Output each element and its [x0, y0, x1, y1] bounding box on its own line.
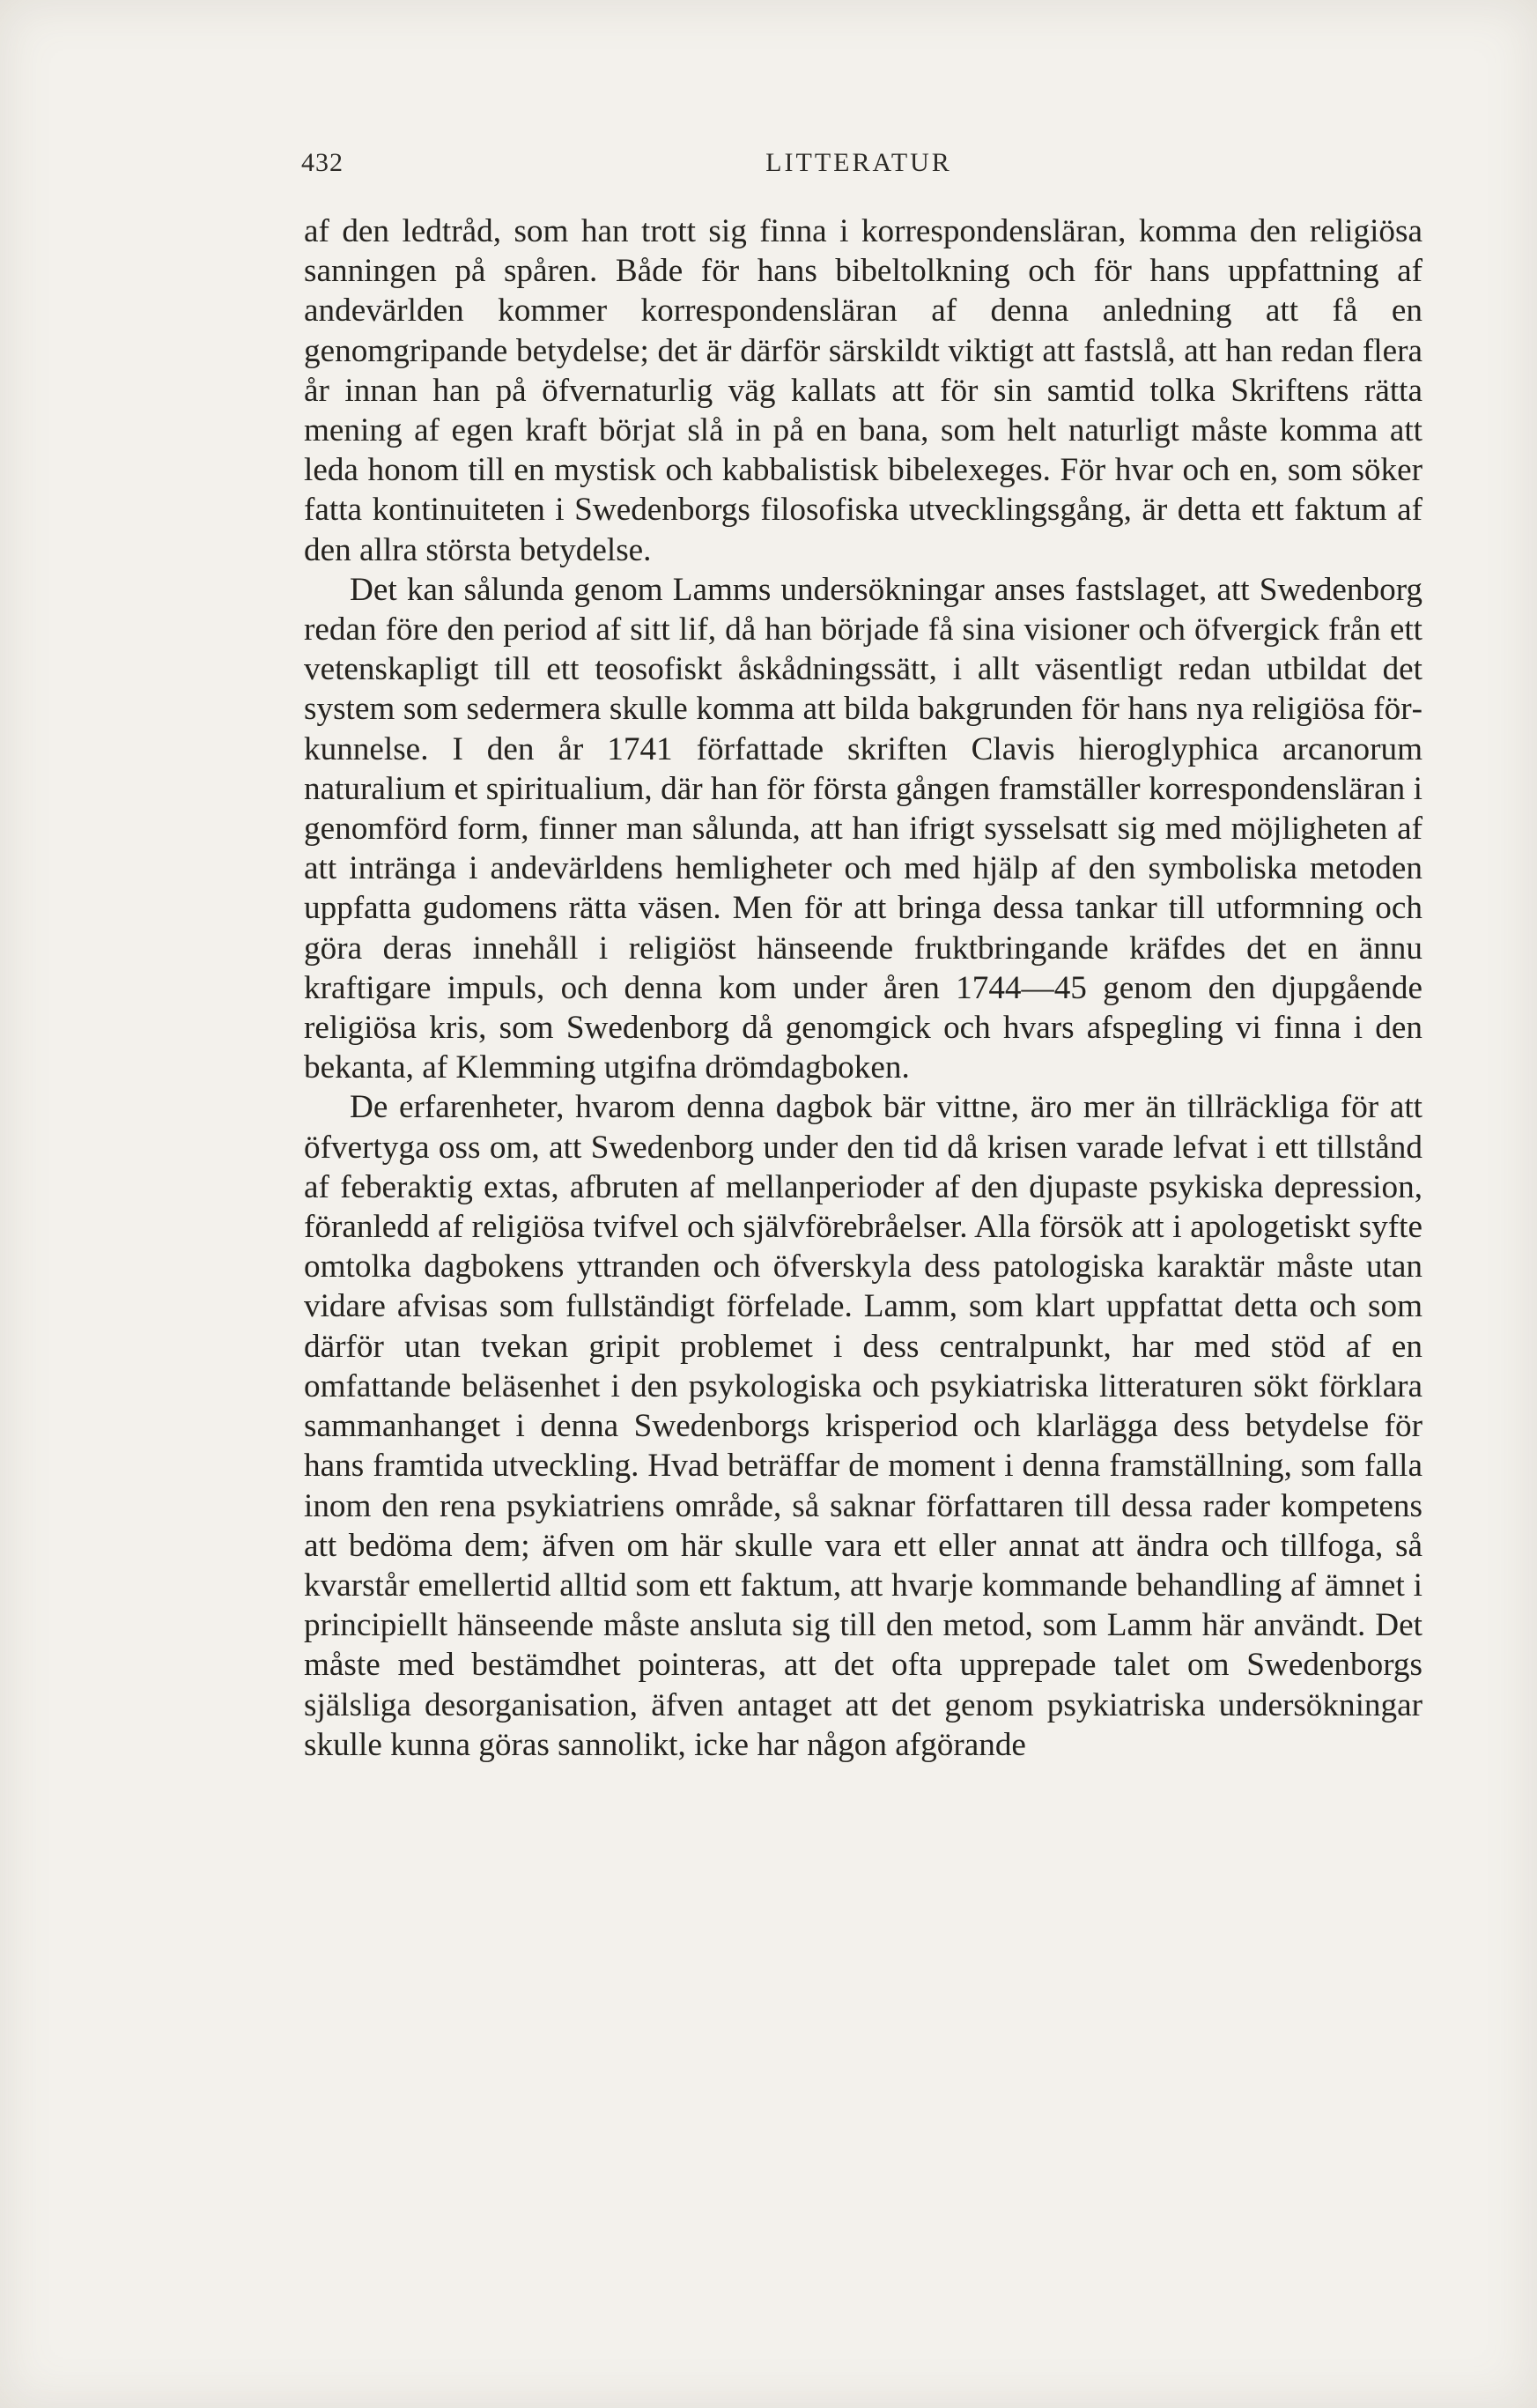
paragraph-1: af den ledtråd, som han trott sig finna i korrespondensläran, komma den religiösa sanningen på spåren. Både för hans bibeltolkning och för hans uppfattning af andevärlden kommer korrespondensläran af denna anledning att få en genomgripande betydelse; det är därför särskildt viktigt att fastslå, att han redan flera år innan han på öfvernaturlig väg kallats att för sin samtid tolka Skriftens rätta mening af egen kraft börjat slå in på en bana, som helt naturligt måste komma att leda honom till en mystisk och kabbalistisk bibelexeges. För hvar och en, som söker fatta kontinuiteten i Swedenborgs filosofiska utvecklingsgång, är detta ett faktum af den allra största betydelse.: [304, 213, 1422, 568]
paragraph-3: De erfarenheter, hvarom denna dagbok bär vittne, äro mer än tillräckliga för att öfvertyga oss om, att Swedenborg under den tid då krisen varade lefvat i ett tillstånd af feberaktig extas, afbruten af mellanperioder af den djupaste psykiska depression, föranledd af religiösa tvifvel och självförebråelser. Alla försök att i apologetiskt syfte omtolka dagbokens yttranden och öfverskyla dess patologiska karaktär måste utan vidare afvisas som fullständigt förfelade. Lamm, som klart uppfattat detta och som därför utan tvekan gripit problemet i dess centralpunkt, har med stöd af en omfattande beläsenhet i den psykologiska och psykiatriska litteraturen sökt förklara sammanhanget i denna Swedenborgs krisperiod och klarlägga dess betydelse för hans framtida utveckling. Hvad beträffar de moment i denna framställning, som falla inom den rena psykiatriens område, så saknar författaren till dessa rader kompetens att bedöma dem; äfven om här skulle vara ett eller annat att ändra och tillfoga, så kvarstår emellertid alltid som ett faktum, att hvarje kommande behandling af ämnet i principiellt hänseende måste ansluta sig till den metod, som Lamm här användt. Det måste med bestämdhet pointeras, att det ofta upprepade talet om Swedenborgs själsliga desorganisation, äfven antaget att det genom psykiatriska undersökningar skulle kunna göras sannolikt, icke har någon afgörande: [304, 1089, 1422, 1763]
paragraph-2: Det kan sålunda genom Lamms undersökningar anses fastslaget, att Swedenborg redan före den period af sitt lif, då han började få sina visioner och öfvergick från ett vetenskapligt till ett teosofiskt åskådningssätt, i allt väsentligt redan utbildat det system som sedermera skulle komma att bilda bakgrunden för hans nya religiösa förkunnelse. I den år 1741 författade skriften Clavis hieroglyphica arcanorum naturalium et spiritualium, där han för första gången framställer korrespondensläran i genomförd form, finner man sålunda, att han ifrigt sysselsatt sig med möjligheten af att intränga i andevärldens hemligheter och med hjälp af den symboliska metoden uppfatta gudomens rätta väsen. Men för att bringa dessa tankar till utformning och göra deras innehåll i religiöst hänseende fruktbringande kräfdes det en ännu kraftigare impuls, och denna kom under åren 1744—45 genom den djupgående religiösa kris, som Swedenborg då genomgick och hvars afspegling vi finna i den bekanta, af Klemming utgifna drömdagboken.: [304, 571, 1422, 1086]
body-text: [304, 211, 1422, 1765]
running-head: LITTERATUR: [765, 148, 952, 177]
page-number: 432: [301, 148, 344, 177]
page-header: [291, 148, 1427, 192]
